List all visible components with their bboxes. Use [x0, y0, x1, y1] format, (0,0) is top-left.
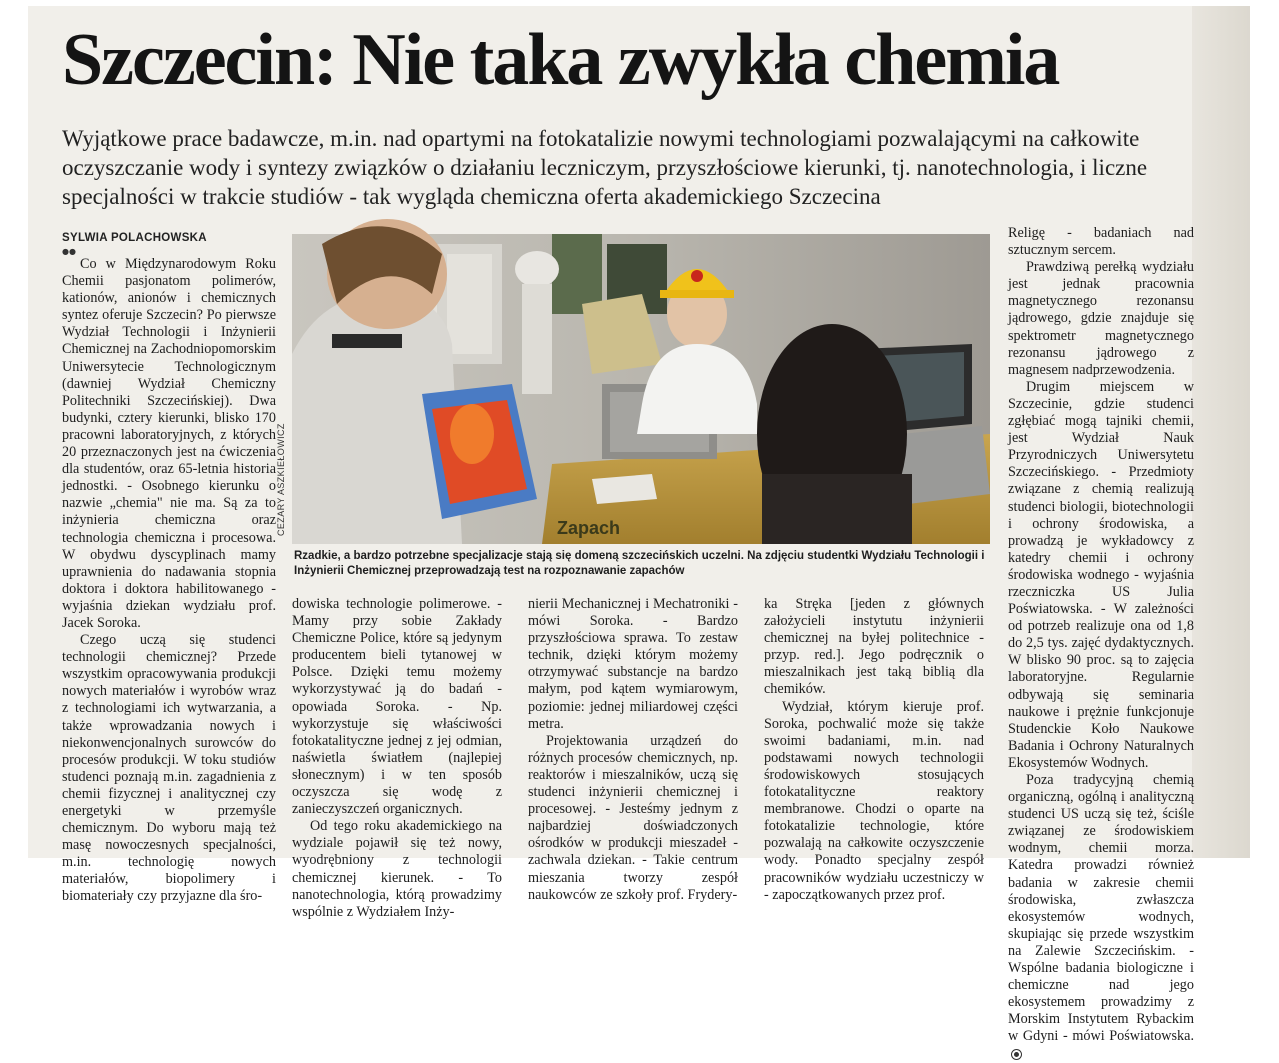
paragraph: dowiska technologie polimerowe. - Mamy przy sobie Zakłady Chemiczne Police, które są jedynym producentem bieli tytanowej w Polsce. Dzięki temu możemy wykorzystywać ją do badań - opowiada Soroka. - Np. wykorzystuje się właściwości fotokatalityczne jednej z jej odmian, naświetla światłem (najlepiej słonecznym) i w ten sposób oczyszcza się wodę z zanieczyszczeń organicznych. [292, 596, 502, 818]
column-3 [528, 596, 738, 904]
photo-illustration [292, 234, 990, 544]
byline: SYLWIA POLACHOWSKA [62, 232, 207, 244]
paragraph: ka Stręka [jeden z głównych założycieli instytutu inżynierii chemicznej na byłej politechnice - przyp. red.]. Jego podręcznik o mieszalnikach jest taką biblią dla chemików. [764, 596, 984, 698]
article-lead: Wyjątkowe prace badawcze, m.in. nad opartymi na fotokatalizie nowymi technologiami pozwalającymi na całkowite oczyszczanie wody i syntezy związków o działaniu leczniczym, przyszłościowe kierunki, tj. nanotechnologia, i liczne specjalności w trakcie studiów - tak wygląda chemiczna oferta akademickiego Szczecina [62, 126, 1148, 209]
column-2 [292, 596, 502, 921]
paragraph: Co w Międzynarodowym Roku Chemii pasjonatom polimerów, kationów, anionów i chemicznych syntez oferuje Szczecin? Po pierwsze Wydział Technologii i Inżynierii Chemicznej na Zachodniopomorskim Uniwersytecie Technologicznym (dawniej Wydział Chemiczny Politechniki Szczecińskiej). Dwa budynki, cztery kierunki, blisko 170 pracowni laboratoryjnych, z których 20 przeznaczonych jest na ćwiczenia dla studentów, oraz 65-letnia historia jednostki. - Osobnego kierunku o nazwie „chemia" nie ma. Są za to inżynieria chemiczna oraz technologia chemiczna i procesowa. W obydwu dyscyplinach mamy uprawnienia do nadawania stopnia doktora i doktora habilitowanego - wyjaśnia dziekan wydziału prof. Jacek Soroka. [62, 256, 276, 631]
paragraph: Poza tradycyjną chemią organiczną, ogólną i analityczną studenci US uczą się też, ściśle związanej ze środowiskiem wodnym, chemii morza. Katedra prowadzi również badania w zakresie chemii środowiska, zwłaszcza ekosystemów wodnych, skupiając się przede wszystkim na Zalewie Szczecińskim. - Wspólne badania biologiczne i chemiczne nad jego ekosystemem prowadzimy z Morskim Instytutem Rybackim w Gdyni - mówi Poświatowska. [1008, 772, 1194, 1063]
newspaper-page [28, 6, 1250, 1045]
article-headline: Szczecin: Nie taka zwykła chemia [62, 19, 1059, 101]
photo-caption: Rzadkie, a bardzo potrzebne specjalizacje stają się domeną szczecińskich uczelni. Na zdjęciu studentki Wydziału Technologii i Inżynierii Chemicznej przeprowadzają test na rozpoznawanie zapachów [294, 550, 985, 577]
paragraph: Religę - badaniach nad sztucznym sercem. [1008, 225, 1194, 259]
column-4 [764, 596, 984, 904]
paragraph: Prawdziwą perełką wydziału jest jednak pracownia magnetycznego rezonansu jądrowego, gdzie znajduje się spektrometr magnetycznego rezonansu jądrowego z magnesem nadprzewodzenia. [1008, 259, 1194, 378]
photo-credit: CEZARY ASZKIEŁOWICZ [276, 423, 286, 536]
paragraph: Drugim miejscem w Szczecinie, gdzie studenci zgłębiać mogą tajniki chemii, jest Wydział Nauk Przyrodniczych Uniwersytetu Szczecińskiego. - Przedmioty związane z chemią realizują studenci biologii, biotechnologii i ochrony środowiska, a prowadzą je wykładowcy z katedry chemii i ochrony środowiska wodnego - wyjaśnia rzeczniczka US Julia Poświatowska. - W zależności od potrzeb realizuje ona od 1,8 do 2,5 tys. zajęć dydaktycznych. W blisko 90 proc. są to zajęcia laboratoryjne. Regularnie odbywają się seminaria naukowe i prężnie funkcjonuje Studenckie Koło Naukowe Badania i Ochrony Naturalnych Ekosystemów Wodnych. [1008, 378, 1194, 771]
byline-dots: ●● [62, 247, 76, 256]
paragraph: Od tego roku akademickiego na wydziale pojawił się też nowy, wyodrębniony z technologii chemicznej kierunek. - To nanotechnologia, którą prowadzimy wspólnie z Wydziałem Inży- [292, 818, 502, 920]
article-photo [292, 234, 990, 544]
paragraph: Wydział, którym kieruje prof. Soroka, pochwalić może się także swoimi badaniami, m.in. nad podstawami nowych technologii środowiskowych stosujących fotokatalityczne reaktory membranowe. Chodzi o oparte na fotokatalizie technologie, które pozwalają na całkowite oczyszczenie wody. Ponadto specjalny zespół pracowników wydziału uczestniczy w - zapoczątkowanych przez prof. [764, 698, 984, 903]
column-1 [62, 256, 276, 906]
column-5 [1008, 225, 1194, 1063]
photo-sign-text: Zapach [557, 518, 621, 538]
paragraph: nierii Mechanicznej i Mechatroniki - mówi Soroka. - Bardzo przyszłościowa sprawa. To zestaw technik, dzięki którym możemy otrzymywać substancje na bardzo małym, pod kątem wymiarowym, poziomie: jednej miliardowej części metra. [528, 596, 738, 732]
article-end-mark [1012, 1050, 1021, 1059]
paragraph: Projektowania urządzeń do różnych procesów chemicznych, np. reaktorów i mieszalników, uczą się studenci inżynierii chemicznej i procesowej. - Jesteśmy jednym z najbardziej doświadczonych ośrodków w produkcji mieszadeł - zachwala dziekan. - Takie centrum mieszania tworzy zespół naukowców ze szkoły prof. Frydery- [528, 732, 738, 903]
paragraph: Czego uczą się studenci technologii chemicznej? Przede wszystkim opracowywania produkcji nowych materiałów i wyrobów wraz z technologiami ich wytwarzania, a także wprowadzania nowych i niekonwencjonalnych surowców do procesów produkcji. W toku studiów studenci poznają m.in. zagadnienia z chemii fizycznej i analitycznej czy energetyki w przemyśle chemicznym. Do wyboru mają też masę nowoczesnych specjalności, m.in. technologię nowych materiałów, biopolimery i biomateriały czy przyjazne dla śro- [62, 632, 276, 905]
